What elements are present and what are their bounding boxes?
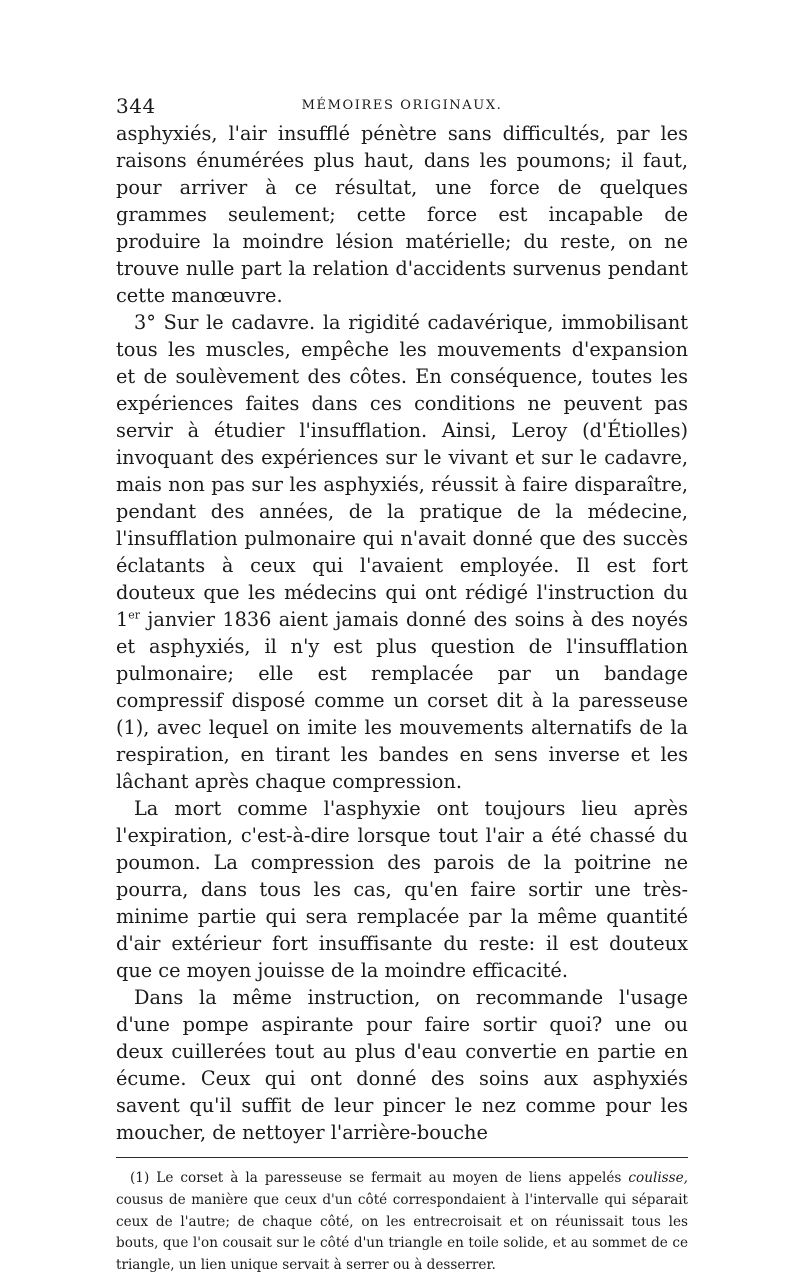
footnote-rule: [116, 1157, 688, 1158]
paragraph-2-text-after-sup: janvier 1836 aient jamais donné des soins à des noyés et asphyxiés, il n'y est plus question de l'insufflation pulmonaire; elle est remplacée par un bandage compressif disposé comme un corset dit à la paresseuse (1), avec lequel on imite les mouvements alternatifs de la respiration, en tirant les bandes en sens inverse et les lâchant après chaque compression.: [116, 608, 688, 793]
page-number: 344: [116, 94, 156, 118]
footnote-text-end: cousus de manière que ceux d'un côté correspondaient à l'intervalle qui séparait ceux de l'autre; de chaque côté, on les entrecroisait et on réunissait tous les bouts, que l'on cousait sur le côté d'un triangle en toile solide, et au sommet de ce triangle, un lien unique servait à serrer ou à desserrer.: [116, 1191, 688, 1274]
footnote-text-start: (1) Le corset à la paresseuse se fermait au moyen de liens appelés: [130, 1170, 629, 1186]
footnote-italic-term: coulisse,: [628, 1170, 688, 1186]
running-head: [116, 92, 688, 120]
body-text: [116, 120, 688, 1146]
footnote: [116, 1168, 688, 1277]
book-page: [116, 92, 688, 1277]
paragraph-2-superscript: er: [128, 608, 141, 622]
paragraph-1: asphyxiés, l'air insufflé pénètre sans difficultés, par les raisons énumérées plus haut, dans les poumons; il faut, pour arriver à ce résultat, une force de quelques grammes seulement; cette force est incapable de produire la moindre lésion matérielle; du reste, on ne trouve nulle part la relation d'accidents survenus pendant cette manœuvre.: [116, 122, 688, 307]
footnote-text: [116, 1168, 688, 1277]
paragraph-4: Dans la même instruction, on recommande l'usage d'une pompe aspirante pour faire sortir quoi? une ou deux cuillerées tout au plus d'eau convertie en partie en écume. Ceux qui ont donné des soins aux asphyxiés savent qu'il suffit de leur pincer le nez comme pour les moucher, de nettoyer l'arrière-bouche: [116, 986, 688, 1144]
paragraph-2-text-before-sup: 3° Sur le cadavre. la rigidité cadavérique, immobilisant tous les muscles, empêche les mouvements d'expansion et de soulèvement des côtes. En conséquence, toutes les expériences faites dans ces conditions ne peuvent pas servir à étudier l'insufflation. Ainsi, Leroy (d'Étiolles) invoquant des expériences sur le vivant et sur le cadavre, mais non pas sur les asphyxiés, réussit à faire disparaître, pendant des années, de la pratique de la médecine, l'insufflation pulmonaire qui n'avait donné que des succès éclatants à ceux qui l'avaient employée. Il est fort douteux que les médecins qui ont rédigé l'instruction du 1: [116, 311, 688, 631]
paragraph-3: La mort comme l'asphyxie ont toujours lieu après l'expiration, c'est-à-dire lorsque tout l'air a été chassé du poumon. La compression des parois de la poitrine ne pourra, dans tous les cas, qu'en faire sortir une très-minime partie qui sera remplacée par la même quantité d'air extérieur fort insuffisante du reste: il est douteux que ce moyen jouisse de la moindre efficacité.: [116, 797, 688, 982]
running-title: MÉMOIRES ORIGINAUX.: [301, 98, 503, 113]
paragraph-2: [116, 309, 688, 795]
